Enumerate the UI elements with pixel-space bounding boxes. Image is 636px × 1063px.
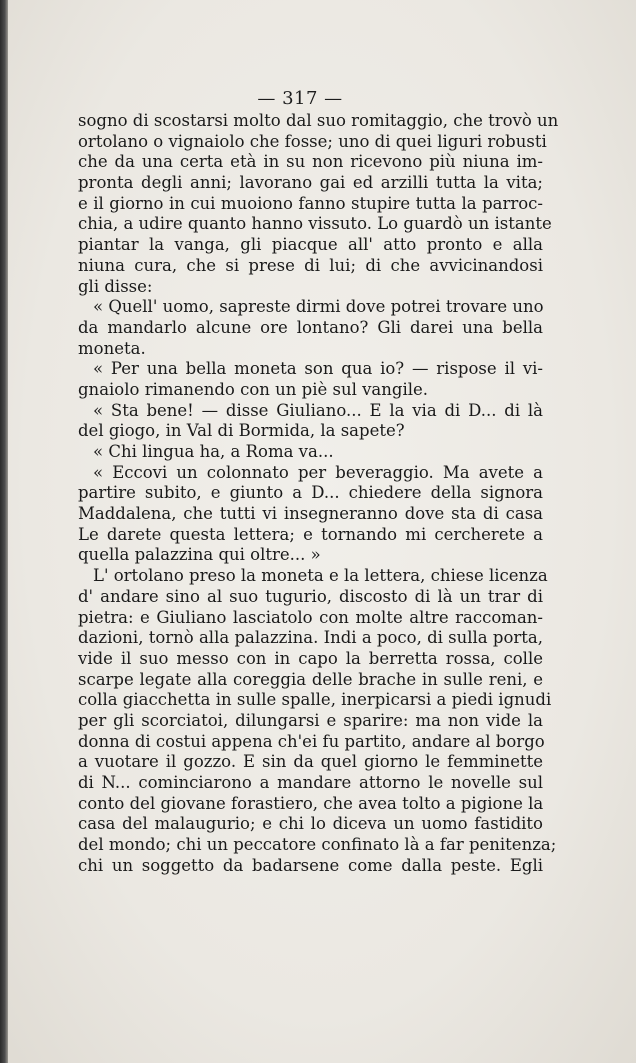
page-number: — 317 — bbox=[257, 88, 343, 109]
text-line: per gli scorciatoi, dilungarsi e sparire: ma non vide la bbox=[78, 710, 543, 730]
text-line: del mondo; chi un peccatore confinato là a far penitenza; bbox=[78, 835, 557, 855]
text-line: niuna cura, che si prese di lui; di che avvicinandosi bbox=[78, 255, 543, 275]
text-line: donna di costui appena ch'ei fu partito, andare al borgo bbox=[78, 731, 545, 751]
text-line: sogno di scostarsi molto dal suo romitaggio, che trovò un bbox=[78, 111, 559, 130]
text-line: vide il suo messo con in capo la berretta rossa, colle bbox=[78, 648, 543, 668]
text-line: L' ortolano preso la moneta e la lettera, chiese licenza bbox=[93, 566, 548, 586]
body-text bbox=[78, 111, 559, 876]
text-line: gnaiolo rimanendo con un piè sul vangile. bbox=[78, 379, 429, 399]
text-line: di N... cominciarono a mandare attorno le novelle sul bbox=[78, 773, 543, 792]
text-line: pietra: e Giuliano lasciatolo con molte altre raccoman- bbox=[78, 607, 543, 627]
text-line: d' andare sino al suo tugurio, discosto di là un trar di bbox=[78, 586, 543, 606]
text-line: quella palazzina qui oltre... » bbox=[78, 545, 321, 565]
text-line: a vuotare il gozzo. E sin da quel giorno le femminette bbox=[78, 752, 543, 772]
text-line: « Per una bella moneta son qua io? — rispose il vi- bbox=[93, 359, 543, 379]
text-line: casa del malaugurio; e chi lo diceva un uomo fastidito bbox=[78, 814, 543, 834]
text-line: da mandarlo alcune ore lontano? Gli darei una bella bbox=[78, 317, 543, 337]
text-line: chia, a udire quanto hanno vissuto. Lo guardò un istante bbox=[78, 214, 552, 234]
text-line: « Sta bene! — disse Giuliano... E la via di D... di là bbox=[93, 400, 543, 420]
text-line: moneta. bbox=[78, 338, 146, 358]
text-line: chi un soggetto da badarsene come dalla peste. Egli bbox=[78, 855, 543, 875]
text-line: Maddalena, che tutti vi insegneranno dove sta di casa bbox=[78, 504, 543, 524]
text-line: del giogo, in Val di Bormida, la sapete? bbox=[78, 421, 405, 441]
text-line: dazioni, tornò alla palazzina. Indi a poco, di sulla porta, bbox=[78, 628, 543, 648]
text-line: ortolano o vignaiolo che fosse; uno di quei liguri robusti bbox=[78, 131, 547, 151]
text-line: scarpe legate alla coreggia delle brache in sulle reni, e bbox=[78, 669, 543, 689]
text-line: e il giorno in cui muoiono fanno stupire tutta la parroc- bbox=[78, 193, 543, 213]
text-line: « Chi lingua ha, a Roma va... bbox=[93, 442, 334, 461]
text-line: conto del giovane forastiero, che avea tolto a pigione la bbox=[78, 793, 544, 813]
text-line: Le darete questa lettera; e tornando mi cercherete a bbox=[78, 524, 543, 544]
book-spine-edge bbox=[0, 0, 8, 1063]
text-line: « Eccovi un colonnato per beveraggio. Ma avete a bbox=[93, 462, 543, 482]
text-line: colla giacchetta in sulle spalle, inerpicarsi a piedi ignudi bbox=[78, 690, 552, 710]
text-line: partire subito, e giunto a D... chiedere della signora bbox=[78, 483, 543, 503]
text-line: gli disse: bbox=[78, 276, 153, 296]
text-line: piantar la vanga, gli piacque all' atto pronto e alla bbox=[78, 235, 543, 255]
text-line: « Quell' uomo, sapreste dirmi dove potrei trovare uno bbox=[93, 297, 544, 317]
text-line: pronta degli anni; lavorano gai ed arzilli tutta la vita; bbox=[78, 173, 543, 193]
text-line: che da una certa età in su non ricevono più niuna im- bbox=[78, 152, 543, 172]
